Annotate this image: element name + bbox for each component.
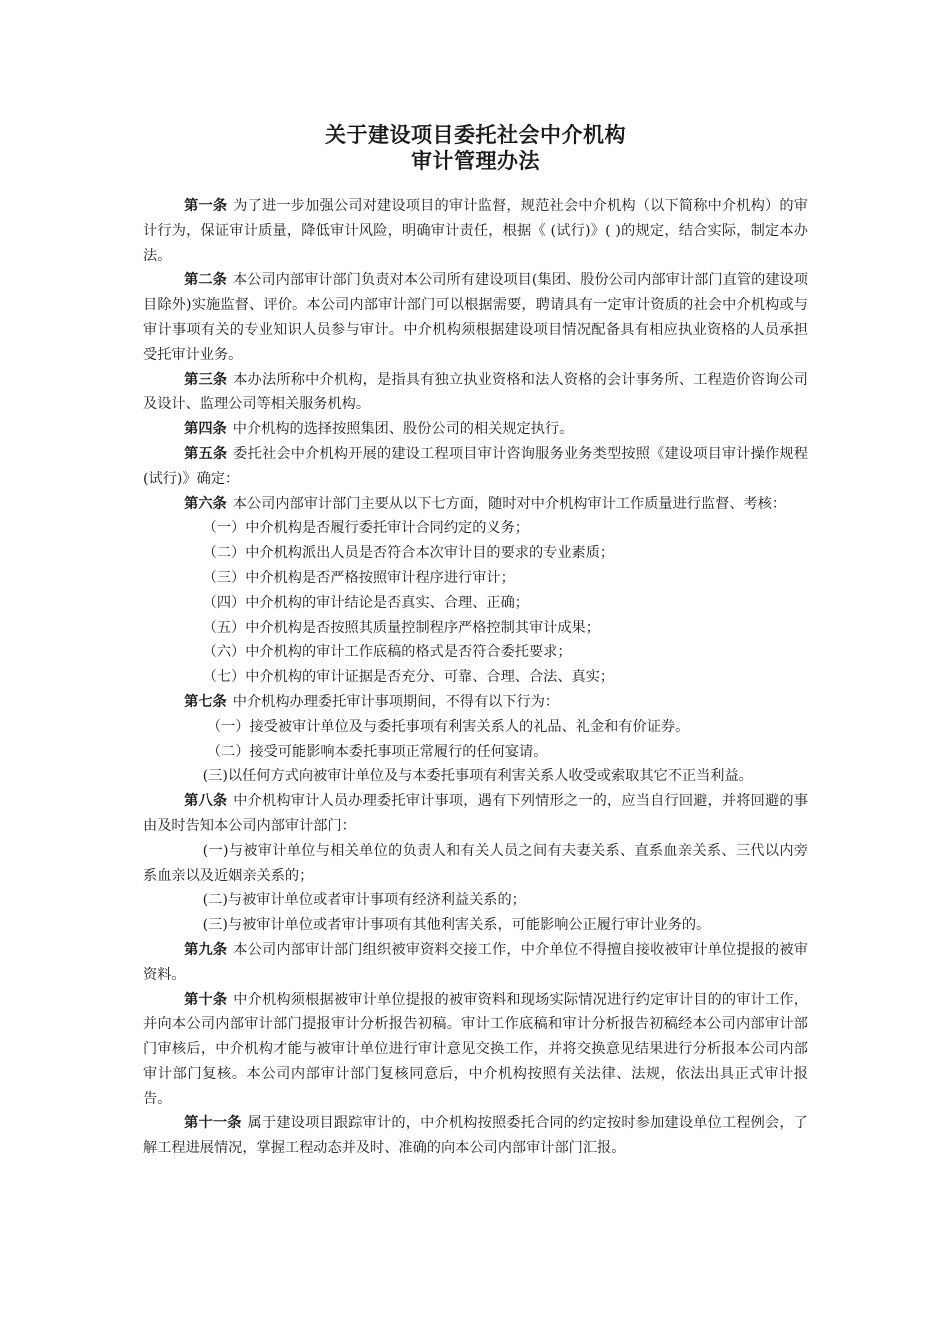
article-8-item: (三)与被审计单位或者审计事项有其他利害关系，可能影响公正履行审计业务的。 (202, 917, 711, 934)
article-6 (143, 492, 808, 517)
article-6-item: （七）中介机构的审计证据是否充分、可靠、合理、合法、真实； (202, 669, 615, 686)
article-label: 第十一条 (184, 1115, 242, 1132)
article-text: 本公司内部审计部门组织被审资料交接工作，中介单位不得擅自接收被审计单位提报的被审资料。 (143, 941, 808, 983)
article-7-item: （一）接受被审计单位及与委托事项有利害关系人的礼品、礼金和有价证券。 (206, 718, 690, 735)
article-6-item: （四）中介机构的审计结论是否真实、合理、正确； (202, 594, 529, 611)
article-2 (143, 268, 808, 367)
article-text: 本公司内部审计部门主要从以下七方面，随时对中介机构审计工作质量进行监督、考核： (232, 495, 787, 512)
article-label: 第五条 (184, 445, 228, 462)
article-text: 中介机构须根据被审计单位提报的被审资料和现场实际情况进行约定审计目的的审计工作，并向本公司内部审计部门提报审计分析报告初稿。审计工作底稿和审计分析报告初稿经本公司内部审计部门审核后，中介机构才能与被审计单位进行审计意见交换工作，并将交换意见结果进行分析报本公司内部审计部门复核。本公司内部审计部门复核同意后，中介机构按照有关法律、法规，依法出具正式审计报告。 (143, 991, 808, 1107)
article-text: 本公司内部审计部门负责对本公司所有建设项目(集团、股份公司内部审计部门直管的建设项目除外)实施监督、评价。本公司内部审计部门可以根据需要，聘请具有一定审计资质的社会中介机构或与审计事项有关的专业知识人员参与审计。中介机构须根据建设项目情况配备具有相应执业资格的人员承担受托审计业务。 (143, 272, 808, 363)
article-7 (143, 690, 808, 715)
article-label: 第八条 (184, 793, 228, 810)
article-label: 第十条 (184, 991, 228, 1008)
article-9 (143, 938, 808, 988)
article-6-item: （二）中介机构派出人员是否符合本次审计目的要求的专业素质； (202, 545, 615, 562)
article-text: 中介机构办理委托审计事项期间，不得有以下行为： (232, 693, 560, 710)
document-page (143, 122, 808, 1161)
article-label: 第六条 (184, 495, 227, 512)
article-6-item: （一）中介机构是否履行委托审计合同约定的义务； (202, 520, 529, 537)
article-text: 中介机构审计人员办理委托审计事项，遇有下列情形之一的，应当自行回避，并将回避的事由及时告知本公司内部审计部门： (143, 793, 808, 834)
article-7-item: (三)以任何方式向被审计单位及与本委托事项有利害关系人收受或索取其它不正当利益。 (202, 768, 753, 785)
article-text: 属于建设项目跟踪审计的，中介机构按照委托合同的约定按时参加建设单位工程例会，了解工程进展情况，掌握工程动态并及时、准确的向本公司内部审计部门汇报。 (143, 1115, 808, 1157)
article-8-item: (一)与被审计单位与相关单位的负责人和有关人员之间有夫妻关系、直系血亲关系、三代以内旁系血亲以及近姻亲关系的； (143, 842, 808, 884)
article-4 (143, 417, 808, 442)
article-7-item: （二）接受可能影响本委托事项正常履行的任何宴请。 (206, 743, 548, 760)
article-label: 第七条 (184, 693, 227, 710)
article-10 (143, 988, 808, 1112)
article-3 (143, 368, 808, 418)
article-8 (143, 789, 808, 839)
article-text: 本办法所称中介机构，是指具有独立执业资格和法人资格的会计事务所、工程造价咨询公司及设计、监理公司等相关服务机构。 (143, 371, 808, 413)
article-6-item: （三）中介机构是否严格按照审计程序进行审计； (202, 569, 515, 586)
article-label: 第二条 (184, 272, 227, 289)
article-5 (143, 442, 808, 492)
article-text: 为了进一步加强公司对建设项目的审计监督，规范社会中介机构（以下简称中介机构）的审计行为，保证审计质量，降低审计风险，明确审计责任，根据《 (试行)》( )的规定，结合实际，制定本办法。 (143, 198, 808, 264)
article-8-item: (二)与被审计单位或者审计事项有经济利益关系的； (202, 892, 526, 909)
article-11 (143, 1111, 808, 1161)
title-line-2: 审计管理办法 (411, 149, 540, 173)
article-text: 委托社会中介机构开展的建设工程项目审计咨询服务业务类型按照《建设项目审计操作规程(试行)》确定： (143, 445, 808, 487)
title-line-1: 关于建设项目委托社会中介机构 (325, 123, 626, 147)
article-text: 中介机构的选择按照集团、股份公司的相关规定执行。 (232, 421, 574, 438)
article-6-item: （五）中介机构是否按照其质量控制程序严格控制其审计成果； (202, 619, 600, 636)
article-label: 第四条 (184, 421, 227, 438)
article-label: 第九条 (184, 941, 228, 958)
article-label: 第三条 (184, 371, 228, 388)
document-body (143, 194, 808, 1161)
article-label: 第一条 (184, 198, 228, 214)
document-title (143, 122, 808, 174)
article-1 (143, 194, 808, 268)
article-6-item: （六）中介机构的审计工作底稿的格式是否符合委托要求； (202, 644, 572, 661)
